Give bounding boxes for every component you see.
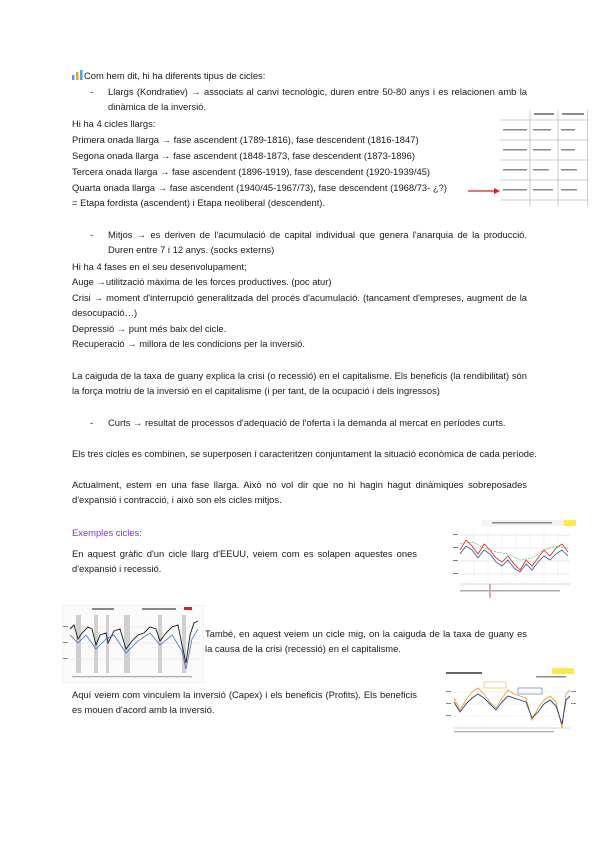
exemple3-text: Aquí veiem com vinculem la inversió (Capex) i els beneficis (Profits). Els beneficis es mouen d'acord amb la inversió. (72, 689, 417, 715)
pointer-arrow-icon (468, 187, 500, 195)
wave-1: Primera onada llarga → fase ascendent (1789-1816), fase descendent (1816-1847) (72, 134, 419, 145)
llargs-text: Llargs (Kondratiev) → associats al canvi tecnològic, duren entre 50-80 anys i es relacionen amb la dinàmica de la inversió. (108, 86, 527, 112)
cicles-header: Hi ha 4 cicles llargs: (72, 118, 156, 129)
mitjos-text: Mitjos → es deriven de l'acumulació de capital individual que genera l'anarquia de la producció. Duren entre 7 i 12 anys. (socks externs) (108, 229, 527, 255)
fase-recuperacio: Recuperació → millora de les condicions per la inversió. (72, 338, 305, 349)
fase-auge: Auge →utilització màxima de les forces productives. (poc atur) (72, 276, 332, 287)
intro-text: Com hem dit, hi ha diferents tipus de cicles: (84, 70, 266, 81)
exemple2-text: També, en aquest veiem un cicle mig, on la caiguda de la taxa de guany es la causa de la crisi (recessió) en el capitalisme. (205, 628, 527, 654)
wave-2: Segona onada llarga → fase ascendent (1848-1873, fase descendent (1873-1896) (72, 150, 415, 161)
bullet-dash: - (90, 229, 94, 240)
exemples-header: Exemples cicles: (72, 527, 142, 538)
medium-cycle-chart (62, 605, 204, 683)
capex-profits-chart (444, 668, 578, 736)
waves-table-figure (500, 110, 588, 206)
bullet-dash: - (90, 417, 94, 428)
fase-crisi: Crisi → moment d'interrupció generalitzada del procés d'acumulació. (tancament d'empreses, augment de la desocupació…) (72, 292, 527, 318)
wave-4: Quarta onada llarga → fase ascendent (1940/45-1967/73), fase descendent (1968/73- ¿?) = Etapa fordista (ascendent) i Etapa neoliberal (descendent). (72, 182, 447, 208)
caiguda-paragraph: La caiguda de la taxa de guany explica la crisi (o recessió) en el capitalisme. Els beneficis (la rendibilitat) són la força motriu de la inversió en el capitalisme (i per tant, de la ocupació i dels ingressos) (72, 370, 527, 396)
curts-text: Curts → resultat de processos d'adequació de l'oferta i la demanda al mercat en períodes curts. (108, 417, 506, 428)
fases-header: Hi ha 4 fases en el seu desenvolupament; (72, 261, 247, 272)
wave-3: Tercera onada llarga → fase ascendent (1896-1919), fase descendent (1920-1939/45) (72, 166, 431, 177)
bullet-dash: - (90, 86, 94, 97)
fase-depressio: Depressió → punt més baix del cicle. (72, 323, 227, 334)
chart-emoji-icon (72, 70, 83, 80)
tres-cicles-paragraph: Els tres cicles es combinen, se superposen i caracteritzen conjuntament la situació econòmica de cada període. (72, 448, 537, 459)
exemple1-text: En aquest gràfic d'un cicle llarg d'EEUU, veiem com es solapen aquestes ones d'expansió i recessió. (72, 548, 417, 574)
us-long-cycle-chart (452, 520, 576, 598)
actualment-paragraph: Actualment, estem en una fase llarga. Això no vol dir que no hi hagin hagut dinàmiques sobreposades d'expansió i contracció, i això son els cicles mitjos. (72, 479, 527, 505)
